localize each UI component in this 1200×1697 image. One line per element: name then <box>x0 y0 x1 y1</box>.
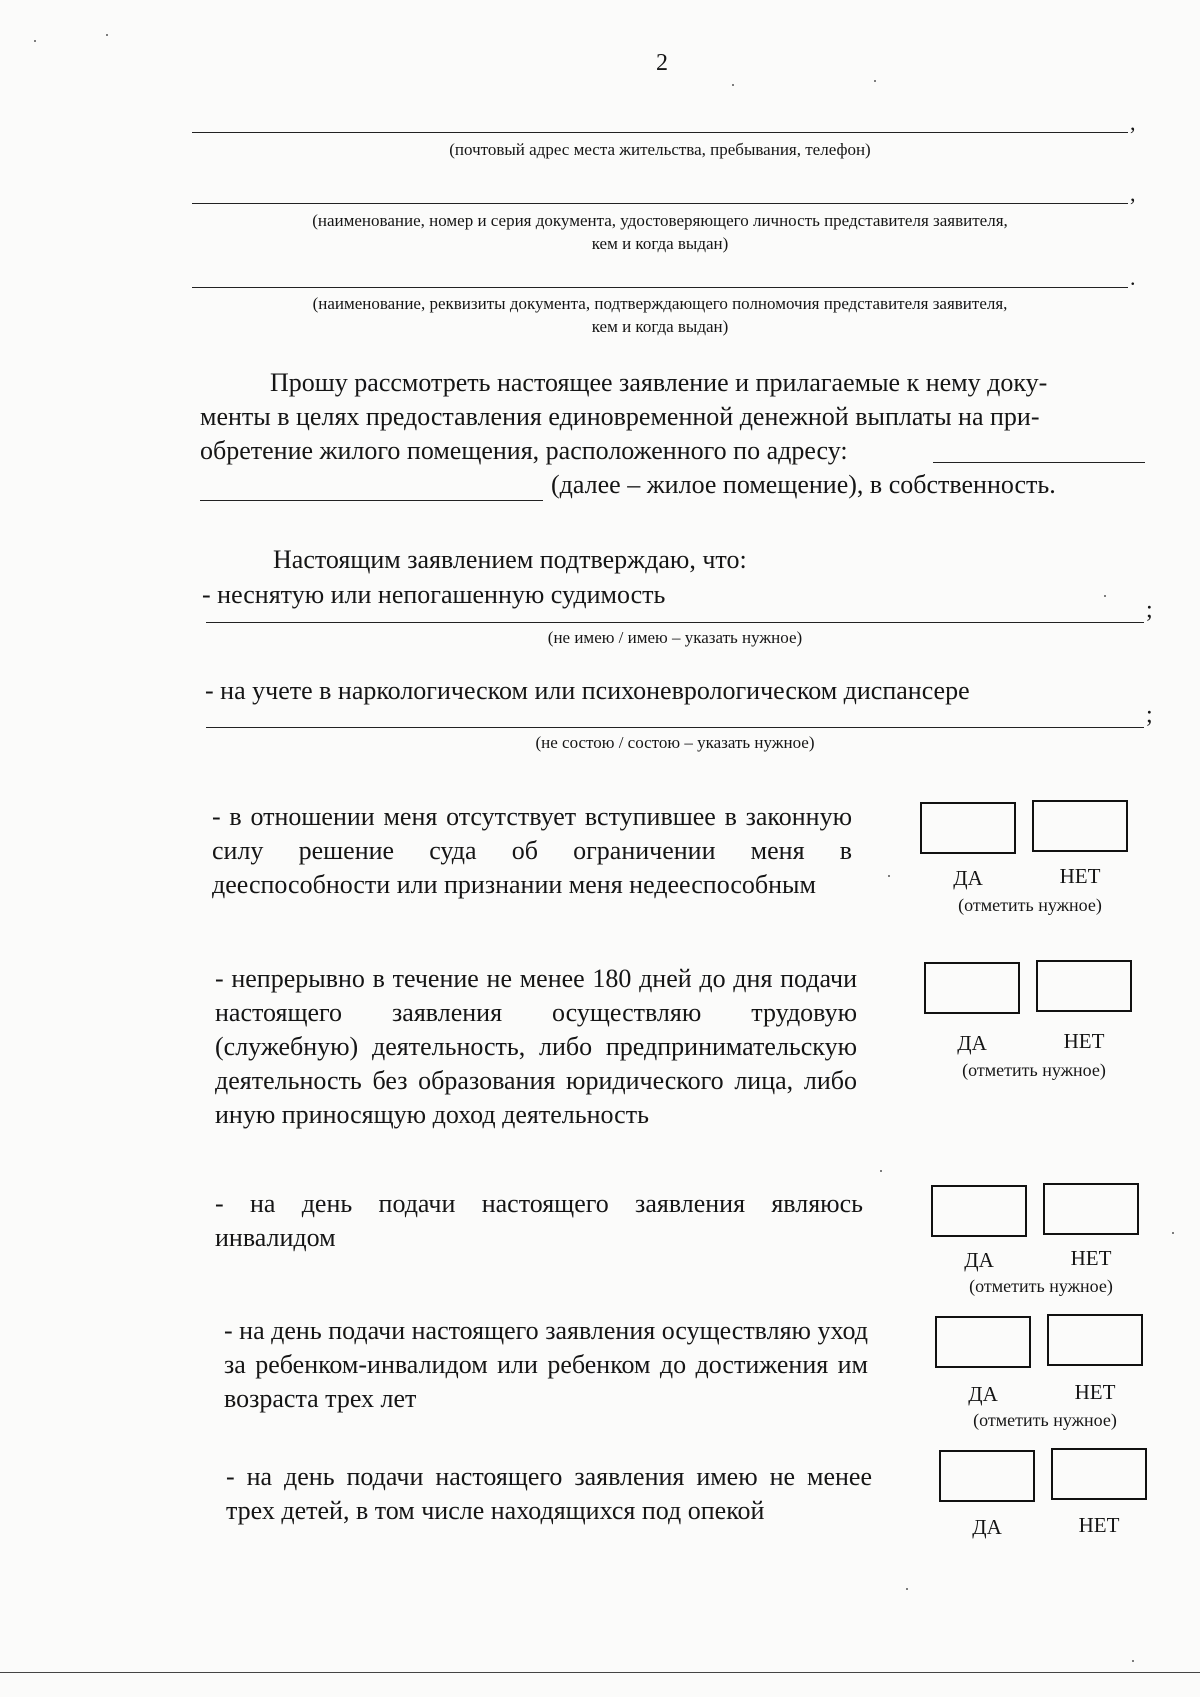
no-label: НЕТ <box>1070 1246 1112 1270</box>
line-comma: , <box>1130 110 1136 135</box>
dispensary-field-line[interactable] <box>206 727 1144 728</box>
request-line-4: (далее – жилое помещение), в собственность. <box>551 470 1056 499</box>
rep-power-field-line[interactable] <box>192 287 1128 288</box>
checkbox-no[interactable] <box>1032 800 1128 852</box>
request-line-3: обретение жилого помещения, расположенного по адресу: <box>200 436 848 465</box>
scan-speck <box>732 84 734 86</box>
statement-three-children: - на день подачи настоящего заявления имею не менее трех детей, в том числе находящихся под опекой <box>226 1462 872 1525</box>
checkbox-no[interactable] <box>1051 1448 1147 1500</box>
checkbox-no[interactable] <box>1043 1183 1139 1235</box>
rep-power-caption-line1: (наименование, реквизиты документа, подтверждающего полномочия представителя заявителя, <box>312 294 1008 313</box>
criminal-record-caption: (не имею / имею – указать нужное) <box>547 628 803 647</box>
line-semicolon: ; <box>1146 597 1153 623</box>
statement-incapacity: - в отношении меня отсутствует вступившее в законную силу решение суда об ограничении меня в дееспособности или признании меня недееспособным <box>212 802 852 899</box>
mark-note: (отметить нужное) <box>969 1276 1113 1296</box>
confirm-heading: Настоящим заявлением подтверждаю, что: <box>273 545 747 574</box>
yes-label: ДА <box>972 1515 1002 1539</box>
scan-speck <box>906 1588 908 1590</box>
rep-id-field-line[interactable] <box>192 203 1128 204</box>
scan-speck <box>874 80 876 82</box>
checkbox-no[interactable] <box>1036 960 1132 1012</box>
no-label: НЕТ <box>1059 864 1101 888</box>
scan-speck <box>888 875 890 877</box>
line-semicolon: ; <box>1146 702 1153 728</box>
scan-speck <box>1132 1660 1134 1662</box>
page-number: 2 <box>656 50 668 76</box>
yes-label: ДА <box>953 866 983 890</box>
yes-label: ДА <box>957 1031 987 1055</box>
checkbox-yes[interactable] <box>920 802 1016 854</box>
mark-note: (отметить нужное) <box>973 1410 1117 1430</box>
property-address-field-line-2[interactable] <box>200 500 543 501</box>
yes-label: ДА <box>968 1382 998 1406</box>
checkbox-yes[interactable] <box>924 962 1020 1014</box>
request-line-1: Прошу рассмотреть настоящее заявление и прилагаемые к нему доку- <box>270 368 1048 397</box>
checkbox-yes[interactable] <box>939 1450 1035 1502</box>
line-comma: , <box>1130 181 1136 206</box>
page-bottom-line <box>0 1672 1200 1673</box>
address-field-line[interactable] <box>192 132 1128 133</box>
statement-employment: - непрерывно в течение не менее 180 дней до дня подачи настоящего заявления осуществляю трудовую (служебную) деятельность, либо предпринимательскую деятельность без образования юридического лица, либо иную приносящую доход деятельность <box>215 964 857 1129</box>
criminal-record-field-line[interactable] <box>206 622 1144 623</box>
mark-note: (отметить нужное) <box>962 1060 1106 1080</box>
no-label: НЕТ <box>1063 1029 1105 1053</box>
rep-power-caption-line2: кем и когда выдан) <box>591 317 729 336</box>
mark-note: (отметить нужное) <box>958 895 1102 915</box>
rep-id-caption <box>192 209 1128 255</box>
rep-id-caption-line1: (наименование, номер и серия документа, удостоверяющего личность представителя заявителя, <box>312 211 1008 230</box>
request-line-2: менты в целях предоставления единовременной денежной выплаты на при- <box>200 402 1040 431</box>
dispensary-caption: (не состою / состою – указать нужное) <box>535 733 815 752</box>
criminal-record-label: - неснятую или непогашенную судимость <box>202 580 666 609</box>
scan-speck <box>880 1170 882 1172</box>
scan-speck <box>1104 595 1106 597</box>
no-label: НЕТ <box>1078 1513 1120 1537</box>
rep-id-caption-line2: кем и когда выдан) <box>591 234 729 253</box>
statement-disability: - на день подачи настоящего заявления являюсь инвалидом <box>215 1189 863 1252</box>
checkbox-yes[interactable] <box>935 1316 1031 1368</box>
scan-speck <box>1172 1232 1174 1234</box>
statement-child-care: - на день подачи настоящего заявления осуществляю уход за ребенком-инвалидом или ребенком до достижения им возраста трех лет <box>224 1316 868 1413</box>
scan-speck <box>34 40 36 42</box>
no-label: НЕТ <box>1074 1380 1116 1404</box>
dispensary-label: - на учете в наркологическом или психоневрологическом диспансере <box>205 676 970 705</box>
property-address-field-line[interactable] <box>933 462 1145 463</box>
checkbox-yes[interactable] <box>931 1185 1027 1237</box>
line-period: . <box>1130 265 1136 290</box>
address-caption: (почтовый адрес места жительства, пребывания, телефон) <box>449 140 871 159</box>
yes-label: ДА <box>964 1248 994 1272</box>
scan-speck <box>106 34 108 36</box>
checkbox-no[interactable] <box>1047 1314 1143 1366</box>
rep-power-caption <box>192 292 1128 338</box>
